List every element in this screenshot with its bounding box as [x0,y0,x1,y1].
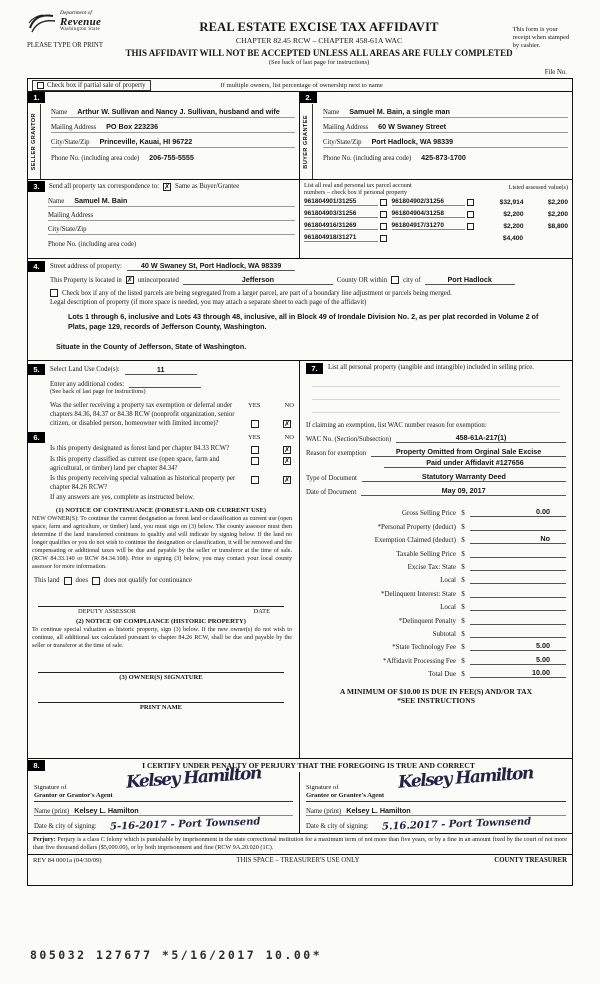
money-value[interactable]: 0.00 [470,507,566,517]
additional-codes-row [50,376,294,388]
buyer-address-value[interactable]: 60 W Swaney Street [378,122,447,131]
document-type-row [306,472,566,482]
header-left [27,10,126,49]
seller-grantor-section [28,92,300,179]
see-instructions-note: *SEE INSTRUCTIONS [397,696,475,706]
correspondence-name-value[interactable]: Samuel M. Bain [74,196,128,205]
current-use-no-checkbox[interactable]: ✗ [284,457,290,466]
parcel-numbers-section [300,180,572,258]
personal-property-blank-line[interactable] [312,400,560,413]
city-of-checkbox[interactable] [391,276,399,284]
deferral-yes-checkbox[interactable] [251,420,259,428]
rev-form-number: REV 84 0001a (04/30/09) [33,857,102,865]
notice-compliance-text: To continue special valuation as historic property, sign (3) below. If the new owner(s) do not wish to continue, all additional tax calculated pursuant to chapter 84.26 RCW, shall be due and payable by the seller or transferor at the time of sale. [32,626,292,649]
personal-property-blank-line[interactable] [312,374,560,387]
personal-property-checkbox[interactable] [380,235,387,242]
grantor-date-value[interactable]: 5-16-2017 - Port Townsend [109,816,261,833]
sections-5-6-column [28,361,300,758]
buyer-side-strip [300,104,313,179]
money-value[interactable] [470,561,566,571]
print-name-line[interactable] [38,693,284,703]
document-type-value[interactable]: Statutory Warranty Deed [362,472,566,482]
correspondence-city-label: City/State/Zip [48,226,87,233]
assessed-value: $32,914 [499,198,524,206]
deferral-no-checkbox[interactable]: ✗ [284,420,290,429]
county-name-value[interactable]: Jefferson [183,275,333,285]
correspondence-phone-label: Phone No. (including area code) [48,241,137,248]
correspondence-address-row[interactable] [48,207,295,221]
dollar-sign: $ [461,603,465,612]
historic-question-text: Is this property receiving special valuation as historical property per chapter 84.26 RCW? [50,475,236,491]
parcel-number[interactable]: 961804904/31258 [392,210,466,218]
buyer-side-label: BUYER GRANTEE [303,114,309,169]
reason-label: Reason for exemption [306,450,367,457]
money-row-tech-fee: *State Technology Fee $ 5.00 [306,638,566,651]
form-title: REAL ESTATE EXCISE TAX AFFIDAVIT [199,20,439,34]
receipt-note: This form is your receipt when stamped by cashier. [512,26,570,50]
seller-side-label: SELLER GRANTOR [31,112,37,171]
dollar-sign: $ [461,629,465,638]
parcel-header-text: List all real and personal tax parcel account numbers – check box if personal property [304,182,412,197]
money-value[interactable] [470,548,566,558]
deputy-assessor-label: DEPUTY ASSESSOR [78,607,136,615]
grantor-signature-of-label: Signature of [34,784,67,791]
notice-continuance-title: (1) NOTICE OF CONTINUANCE (FOREST LAND OR CURRENT USE) [55,507,267,515]
buyer-city-value[interactable]: Port Hadlock, WA 98339 [371,137,454,146]
grantor-signature-area[interactable] [34,763,293,802]
perjury-text: Perjury is a class C felony which is punishable by imprisonment in the state correctional institution for a maximum term of not more than five years, or by a fine in an amount fixed by the court of not more than five thousand dollars ($5,000.00), or by both imprisonment and fine (RCW 9A.20.020 (1C). [33,836,567,852]
section-2-number: 2. [300,92,317,103]
money-row-subtotal: Subtotal $ [306,625,566,638]
parcel-number[interactable]: 961804918/31271 [304,234,378,242]
grantee-date-label: Date & city of signing: [306,823,369,830]
street-address-row [28,259,572,273]
personal-property-blank-line[interactable] [312,387,560,400]
send-correspondence-row [28,180,295,193]
this-land-label: This land [34,577,60,585]
forest-yes-checkbox[interactable] [251,446,259,454]
section-4-number: 4. [28,261,45,272]
money-row-delinquent-local: Local $ [306,598,566,611]
logo-washington-state: Washington State [60,26,100,32]
section-6-number: 6. [28,432,45,443]
money-row-total-due: Total Due $ 10.00 [306,665,566,678]
historic-property-question [50,475,294,492]
perjury-notice [28,834,572,855]
if-yes-note: If any answers are yes, complete as instructed below. [50,494,195,502]
deputy-assessor-signature-line[interactable] [38,597,284,607]
dollar-sign: $ [461,643,465,652]
buyer-fields [319,92,572,163]
money-row-personal: *Personal Property (deduct) $ [306,517,566,530]
assessed-value: $2,200 [547,210,568,218]
money-value[interactable] [470,574,566,584]
grantor-agent-label: Grantor or Grantor's Agent [34,792,113,799]
multiple-owners-note: If multiple owners, list percentage of ownership next to name [220,81,383,89]
no-header: NO [284,433,294,441]
buyer-name-value[interactable]: Samuel M. Bain, a single man [349,107,450,116]
document-date-row [306,486,566,496]
yes-header: YES [248,402,261,409]
money-value[interactable] [470,588,566,598]
forest-land-question [50,445,294,454]
county-treasurer-label: COUNTY TREASURER [494,857,567,865]
personal-property-checkbox[interactable] [467,199,474,206]
section-8 [28,759,572,834]
money-value[interactable]: No [470,534,566,544]
owners-signature-label: (3) OWNER(S) SIGNATURE [119,673,203,681]
parties-row [28,92,572,180]
correspondence-name-label: Name [48,198,65,205]
buyer-phone-value[interactable]: 425-873-1700 [421,153,466,162]
grantor-date-label: Date & city of signing: [34,823,97,830]
seller-city-label: City/State/Zip [51,139,90,146]
parcel-number[interactable]: 961804901/31255 [304,198,378,206]
certify-statement: I CERTIFY UNDER PENALTY OF PERJURY THAT THE FOREGOING IS TRUE AND CORRECT [142,761,475,770]
section-7-number: 7. [306,363,323,374]
personal-property-label: List all personal property (tangible and intangible) included in selling price. [328,364,534,371]
does-not-label: does not qualify for continuance [103,577,192,585]
personal-property-checkbox[interactable] [380,211,387,218]
money-section [306,504,566,678]
street-address-value[interactable]: 40 W Swaney St, Port Hadlock, WA 98339 [127,261,295,271]
personal-property-checkbox[interactable] [380,223,387,230]
parcel-number[interactable]: 961804917/31270 [392,222,466,230]
section-7-column [300,361,572,758]
seller-phone-label: Phone No. (including area code) [51,155,140,162]
logo-department-of: Department of [60,10,92,17]
dollar-sign: $ [461,616,465,625]
owners-signature-block [38,663,284,681]
section-3-number: 3. [28,181,45,192]
buyer-name-row [323,92,568,118]
land-use-row [28,363,294,376]
unincorporated-checkbox[interactable]: ✗ [126,276,133,284]
continuance-qualify-row [34,577,294,585]
logo-revenue: Revenue [60,15,102,28]
same-as-buyer-label: Same as Buyer/Grantee [175,183,240,190]
personal-property-checkbox[interactable] [380,199,387,206]
partial-sale-label: Check box if partial sale of property [47,81,146,89]
wac-row [306,433,566,443]
forest-no-checkbox[interactable]: ✗ [284,446,290,455]
form-warning: THIS AFFIDAVIT WILL NOT BE ACCEPTED UNLESS ALL AREAS ARE FULLY COMPLETED [125,48,513,58]
parcel-number[interactable]: 961804916/31269 [304,222,378,230]
grantee-signature-of-label: Signature of [306,784,339,791]
grantor-name-label: Name (print) [34,808,70,815]
buyer-address-row [323,118,568,133]
yes-header: YES [248,433,261,441]
print-name-label: PRINT NAME [139,703,183,711]
does-label: does [75,577,88,585]
money-value[interactable] [470,628,566,638]
seller-city-row [51,133,295,148]
section-3 [28,180,572,259]
see-back-note: (See back of last page for instructions) [268,59,370,66]
parcel-row-2 [304,208,568,220]
buyer-grantee-section [300,92,572,179]
perjury-label: Perjury: [33,836,56,843]
section-5-number: 5. [28,364,45,375]
seller-side-strip [28,104,41,179]
partial-sale-box [32,80,151,91]
dollar-sign: $ [461,549,465,558]
cashier-stamp: 805032 127677 *5/16/2017 10.00* [30,948,323,962]
seller-phone-row [51,148,295,163]
street-address-label: Street address of property: [50,262,122,270]
owners-signature-line[interactable] [38,663,284,673]
assessed-values-header: Listed assessed value(s) [508,184,568,191]
send-correspondence-label: Send all property tax correspondence to: [49,183,160,190]
parcel-number[interactable]: 961804902/31256 [392,198,466,206]
grantor-name-value[interactable]: Kelsey L. Hamilton [74,806,139,815]
sections-5-6-7 [28,361,572,759]
money-row-taxable: Taxable Selling Price $ [306,544,566,557]
see-back-instructions: (See back of last page for instructions) [50,388,146,395]
county-or-label: County OR within [336,276,388,284]
seller-fields [47,92,299,163]
notice-continuance-text: NEW OWNER(S): To continue the current designation as forest land or classification as current use (open space, farm and agriculture, or timber) land, you must sign on (3) below. The county assessor must then determine if the land transferred continues to qualify and will indicate by signing below. If the land no longer qualifies or you do not wish to continue the designation or classification, it will be removed and the compensating or additional taxes will be due and payable by the seller or transferor at the time of sale. (RCW 84.33.140 or RCW 84.34.108). Prior to signing (3) below, you may contact your local county assessor for more information. [32,516,292,570]
money-value[interactable]: 5.00 [470,655,566,665]
deferral-question-text: Was the seller receiving a property tax exemption or deferral under chapters 84.36, 84.37 or 84.38 RCW (nonprofit organization, senior citizen, or disabled person, homeowner with limited income)? [50,402,235,427]
dollar-sign: $ [461,576,465,585]
wac-label: WAC No. (Section/Subsection) [306,436,392,443]
property-location-row [50,273,572,287]
grantee-signature-area[interactable] [306,763,566,802]
buyer-city-row [323,133,568,148]
assessed-value: $4,400 [502,234,524,242]
assessed-value: $8,800 [547,222,568,230]
file-no-label: File No. [544,69,567,76]
document-date-value[interactable]: May 09, 2017 [361,486,566,496]
grantee-signature[interactable]: Kelsey Hamilton [397,763,534,793]
tax-correspondence-section [28,180,300,258]
parcel-row-4 [304,232,568,244]
reason-value-line2[interactable]: Paid under Affidavit #127656 [384,458,566,468]
please-type-label: PLEASE TYPE OR PRINT [27,42,103,49]
section-6-header [28,431,294,443]
personal-property-checkbox[interactable] [467,223,474,230]
land-use-code-value[interactable]: 11 [125,365,197,375]
buyer-phone-label: Phone No. (including area code) [323,155,412,162]
grantee-signature-block [300,763,572,833]
buyer-address-label: Mailing Address [323,124,369,131]
additional-codes-blank[interactable] [129,379,201,388]
minimum-due-note: A MINIMUM OF $10.00 IS DUE IN FEE(S) AND/OR TAX [339,687,533,697]
money-row-penalty: *Delinquent Penalty $ [306,611,566,624]
grantor-name-row [34,802,293,816]
document-date-label: Date of Document [306,489,357,496]
money-value[interactable]: 10.00 [470,668,566,678]
correspondence-fields [48,193,295,249]
grantee-name-label: Name (print) [306,808,342,815]
dor-logo-swirl-icon [27,10,57,34]
dollar-sign: $ [461,522,465,531]
money-row-exemption: Exemption Claimed (deduct) $ No [306,531,566,544]
grantee-date-value[interactable]: 5.16.2017 - Port Townsend [381,816,532,833]
money-row-delinquent-state: *Delinquent Interest: State $ [306,584,566,597]
header-center [126,10,513,66]
land-does-checkbox[interactable] [64,577,72,585]
grantor-signature[interactable]: Kelsey Hamilton [125,763,262,793]
money-value[interactable] [470,615,566,625]
grantor-signature-block [28,763,300,833]
footer-row [28,855,572,885]
correspondence-name-row [48,193,295,207]
segregated-label: Check box if any of the listed parcels are being segregated from a larger parcel, are part of a boundary line adjustment or parcels being merged. [62,289,452,297]
partial-sale-checkbox[interactable] [37,82,44,89]
seller-address-value[interactable]: PO Box 223236 [106,122,159,131]
parcel-row-1 [304,196,568,208]
additional-codes-label: Enter any additional codes: [50,381,125,388]
historic-yes-checkbox[interactable] [251,476,259,484]
form-header [27,10,573,66]
dollar-sign: $ [461,509,465,518]
correspondence-city-row[interactable] [48,221,295,235]
personal-property-header [306,363,566,374]
current-use-question-text: Is this property classified as current use (open space, farm and agricultural, or timber) land per chapter 84.34? [50,456,220,472]
wac-value[interactable]: 458-61A-217(1) [396,433,566,443]
form-chapter-line: CHAPTER 82.45 RCW – CHAPTER 458-61A WAC [235,36,403,45]
buyer-phone-row [323,148,568,163]
seller-name-value[interactable]: Arthur W. Sullivan and Nancy J. Sullivan, husband and wife [77,107,280,116]
land-does-not-checkbox[interactable] [92,577,100,585]
deferral-question-row [50,402,294,428]
same-as-buyer-checkbox[interactable]: ✗ [164,182,170,191]
correspondence-phone-row[interactable] [48,235,295,249]
deputy-assessor-block [38,597,284,615]
dollar-sign: $ [461,562,465,571]
grantee-agent-label: Grantee or Grantee's Agent [306,792,385,799]
parcel-number[interactable]: 961804903/31256 [304,210,378,218]
section-4 [28,259,572,361]
grantor-date-row [34,816,293,833]
deferral-yes-no [248,402,294,428]
dor-logo [27,10,126,34]
assessed-value: $2,200 [503,222,524,230]
money-value[interactable] [470,601,566,611]
city-name-value[interactable]: Port Hadlock [425,275,515,285]
money-row-processing-fee: *Affidavit Processing Fee $ 5.00 [306,651,566,664]
land-use-label: Select Land Use Code(s): [50,366,120,373]
reason-value-line1[interactable]: Property Omitted from Orginal Sale Excise [371,447,566,457]
personal-property-checkbox[interactable] [467,211,474,218]
assessed-value: $2,200 [547,198,568,206]
no-header: NO [284,402,294,409]
grantee-name-value[interactable]: Kelsey L. Hamilton [346,806,411,815]
dor-logo-text [60,11,101,32]
main-form [27,78,573,886]
segregated-row [50,287,572,299]
grantee-date-row [306,816,566,833]
current-use-question [50,456,294,473]
unincorporated-label: unincorporated [137,276,179,284]
forest-land-question-text: Is this property designated as forest land per chapter 84.33 RCW? [50,445,230,453]
legal-description-text[interactable]: Lots 1 through 6, inclusive and Lots 43 through 48, inclusive, all in Block 49 of Irondale Division No. 2, as per plat recorded in Volume 2 of Plats, page 129, records of Jefferson County, Washington. [68,312,539,332]
seller-address-label: Mailing Address [51,124,97,131]
seller-address-row [51,118,295,133]
exemption-label: If claiming an exemption, list WAC number reason for exemption: [306,422,487,429]
correspondence-address-label: Mailing Address [48,212,94,219]
historic-no-checkbox[interactable]: ✗ [284,476,290,485]
legal-description-label: Legal description of property (if more space is needed, you may attach a separate sheet to each page of the affidavit) [50,299,367,306]
money-row-excise-state: Excise Tax: State $ [306,558,566,571]
parcel-row-3 [304,220,568,232]
city-of-label: city of [403,276,421,284]
notice-compliance-title: (2) NOTICE OF COMPLIANCE (HISTORIC PROPERTY) [76,617,246,625]
document-type-label: Type of Document [306,475,357,482]
dollar-sign: $ [461,670,465,679]
dollar-sign: $ [461,536,465,545]
print-name-block [38,693,284,711]
money-value[interactable]: 5.00 [470,641,566,651]
date-label: DATE [253,607,270,615]
treasurer-space-label: THIS SPACE – TREASURER'S USE ONLY [236,857,360,865]
situate-text: Situate in the County of Jefferson, State of Washington. [56,341,247,351]
partial-sale-row [28,79,572,92]
seller-phone-value[interactable]: 206-755-5555 [149,153,194,162]
current-use-yes-checkbox[interactable] [251,457,259,465]
money-value[interactable] [470,521,566,531]
seller-name-label: Name [51,109,68,116]
section-1-number: 1. [28,92,45,103]
located-in-label: This Property is located in [50,276,122,284]
grantee-name-row [306,802,566,816]
reason-row [306,447,566,457]
dollar-sign: $ [461,589,465,598]
seller-name-row [51,92,295,118]
money-row-excise-local: Local $ [306,571,566,584]
assessed-value: $2,200 [503,210,524,218]
segregated-checkbox[interactable] [50,289,58,297]
money-row-gross: Gross Selling Price $ 0.00 [306,504,566,517]
buyer-city-label: City/State/Zip [323,139,362,146]
section-8-number: 8. [28,760,45,771]
parcel-header [304,182,568,196]
dollar-sign: $ [461,656,465,665]
seller-city-value[interactable]: Princeville, Kauai, HI 96722 [99,137,193,146]
buyer-name-label: Name [323,109,340,116]
